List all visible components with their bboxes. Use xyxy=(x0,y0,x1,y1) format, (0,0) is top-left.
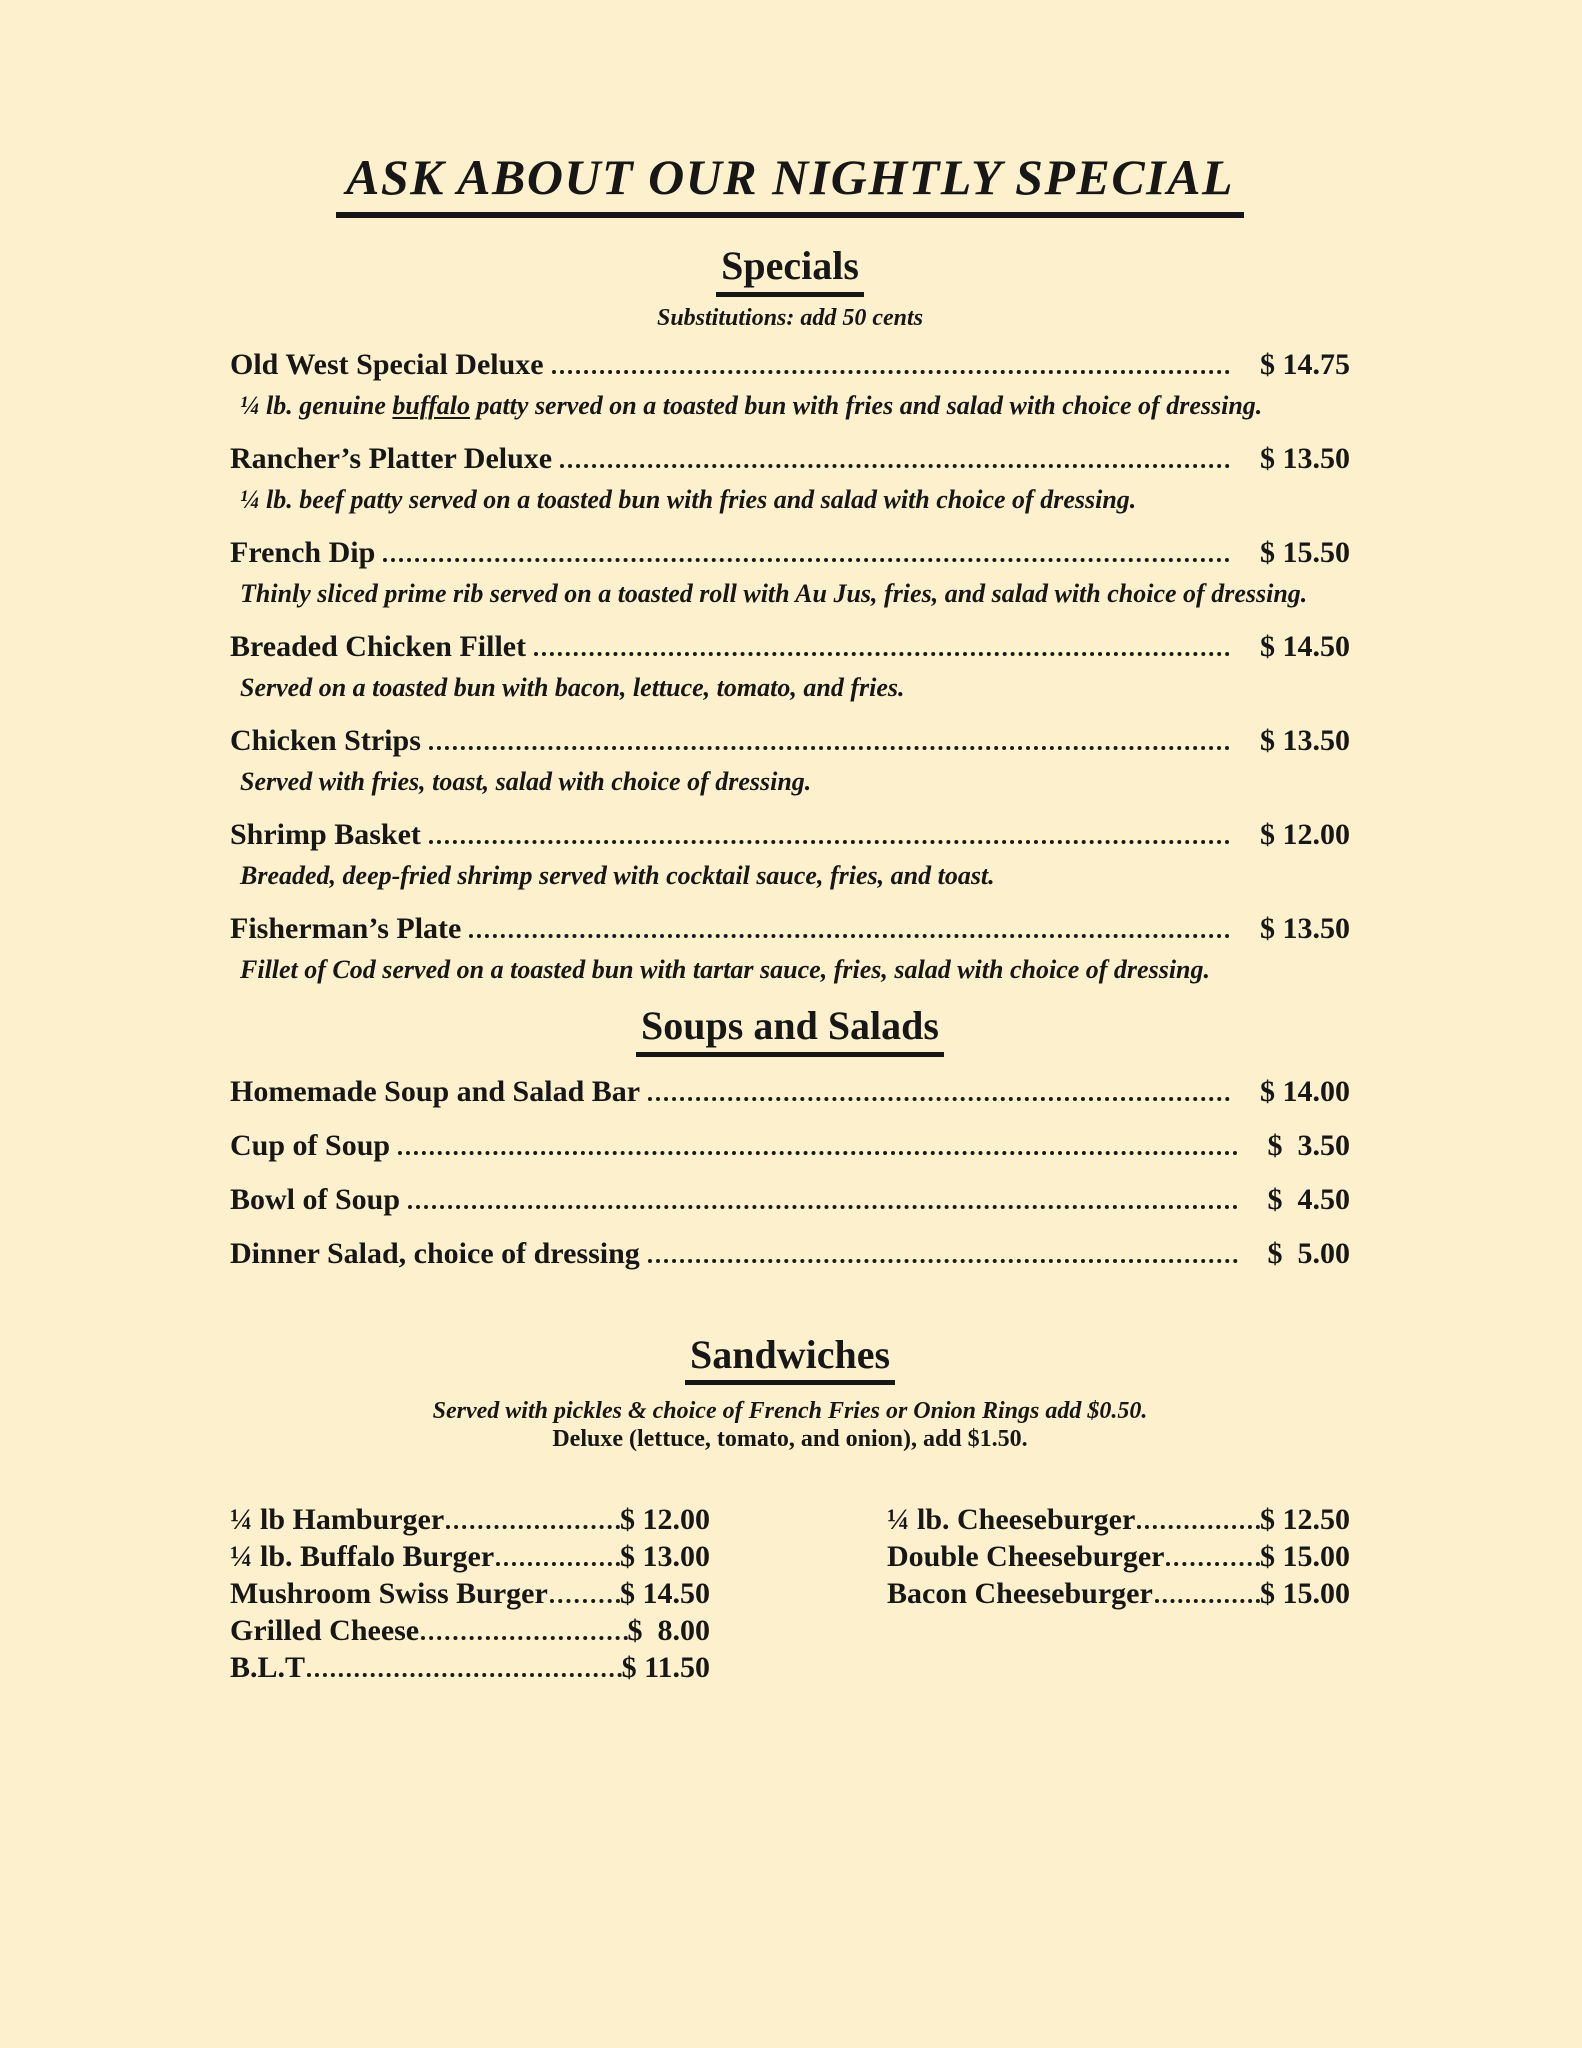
item-name: Breaded Chicken Fillet xyxy=(230,629,527,663)
page-title: ASK ABOUT OUR NIGHTLY SPECIAL xyxy=(336,150,1244,218)
menu-item-bowl-of-soup xyxy=(230,1181,1350,1219)
dot-leader xyxy=(560,464,1230,468)
item-name: B.L.T xyxy=(230,1651,306,1685)
menu-item-breaded-chicken-fillet xyxy=(230,628,1350,704)
specials-heading: Specials xyxy=(716,244,864,297)
item-description xyxy=(240,389,1350,422)
sandwiches-left-column xyxy=(230,1501,710,1686)
dot-leader xyxy=(1155,1599,1260,1603)
item-description: Served on a toasted bun with bacon, lettuce, tomato, and fries. xyxy=(240,672,905,702)
item-name: Chicken Strips xyxy=(230,723,421,757)
dot-leader xyxy=(648,1259,1238,1263)
menu-item-cheeseburger xyxy=(887,1501,1350,1538)
item-name: ¼ lb. Buffalo Burger xyxy=(230,1540,495,1574)
sandwiches-columns xyxy=(230,1501,1350,1686)
dot-leader xyxy=(469,934,1230,938)
item-description: Breaded, deep-fried shrimp served with cocktail sauce, fries, and toast. xyxy=(240,860,995,890)
item-price: $ 14.75 xyxy=(1260,347,1350,381)
soups-items xyxy=(230,1073,1350,1273)
menu-item-row xyxy=(230,628,1350,666)
menu-item-french-dip xyxy=(230,534,1350,610)
dot-leader xyxy=(550,1599,620,1603)
menu-item-grilled-cheese xyxy=(230,1612,710,1649)
specials-substitutions-note: Substitutions: add 50 cents xyxy=(656,304,924,331)
item-name: ¼ lb Hamburger xyxy=(230,1503,445,1537)
dot-leader xyxy=(446,1525,620,1529)
item-price: $ 13.00 xyxy=(620,1540,710,1574)
dot-leader xyxy=(421,1636,627,1640)
soups-and-salads-heading: Soups and Salads xyxy=(636,1004,944,1057)
dot-leader xyxy=(1137,1525,1260,1529)
item-price: $ 12.00 xyxy=(620,1503,710,1537)
sandwiches-heading: Sandwiches xyxy=(685,1333,895,1386)
menu-item-bacon-cheeseburger xyxy=(887,1575,1350,1612)
menu-item-homemade-soup-and-salad-bar xyxy=(230,1073,1350,1111)
description-text: patty served on a toasted bun with fries and salad with choice of dressing. xyxy=(469,390,1263,420)
item-description: Thinly sliced prime rib served on a toasted roll with Au Jus, fries, and salad with choice of dressing. xyxy=(240,578,1308,608)
section-sandwiches xyxy=(230,1333,1350,1687)
item-price: $ 13.50 xyxy=(1260,723,1350,757)
dot-leader xyxy=(496,1562,620,1566)
item-name: French Dip xyxy=(230,535,376,569)
menu-content xyxy=(230,150,1350,1686)
menu-item-dinner-salad xyxy=(230,1235,1350,1273)
item-name: Fisherman’s Plate xyxy=(230,911,462,945)
dot-leader xyxy=(648,1097,1230,1101)
menu-item-row xyxy=(230,440,1350,478)
menu-item-row xyxy=(230,816,1350,854)
item-price: $ 13.50 xyxy=(1260,911,1350,945)
menu-item-old-west-special-deluxe xyxy=(230,346,1350,422)
item-description: Served with fries, toast, salad with choice of dressing. xyxy=(240,766,812,796)
item-name: Grilled Cheese xyxy=(230,1614,420,1648)
menu-item-cup-of-soup xyxy=(230,1127,1350,1165)
item-price: $ 12.00 xyxy=(1260,817,1350,851)
menu-item-row xyxy=(230,722,1350,760)
description-text: ¼ lb. genuine xyxy=(240,390,393,420)
item-price: $ 14.50 xyxy=(620,1577,710,1611)
dot-leader xyxy=(307,1673,622,1677)
dot-leader xyxy=(429,840,1230,844)
item-name: Double Cheeseburger xyxy=(887,1540,1165,1574)
item-name: ¼ lb. Cheeseburger xyxy=(887,1503,1136,1537)
item-name: Dinner Salad, choice of dressing xyxy=(230,1236,640,1270)
item-price: $ 12.50 xyxy=(1260,1503,1350,1537)
dot-leader xyxy=(408,1205,1237,1209)
item-description: ¼ lb. beef patty served on a toasted bun with fries and salad with choice of dressing. xyxy=(240,484,1137,514)
dot-leader xyxy=(552,370,1230,374)
section-specials xyxy=(230,244,1350,986)
description-underlined-word: buffalo xyxy=(392,390,470,420)
sandwiches-note-line2: Deluxe (lettuce, tomato, and onion), add $1.50. xyxy=(552,1426,1028,1453)
item-price: $ 15.00 xyxy=(1260,1540,1350,1574)
sandwiches-heading-row xyxy=(230,1333,1350,1386)
menu-item-chicken-strips xyxy=(230,722,1350,798)
specials-heading-row xyxy=(230,244,1350,297)
item-name: Shrimp Basket xyxy=(230,817,421,851)
menu-item-shrimp-basket xyxy=(230,816,1350,892)
item-name: Homemade Soup and Salad Bar xyxy=(230,1074,641,1108)
item-price: $ 11.50 xyxy=(621,1651,710,1685)
menu-item-row xyxy=(230,910,1350,948)
title-row xyxy=(230,150,1350,218)
dot-leader xyxy=(398,1151,1237,1155)
section-soups-and-salads xyxy=(230,1004,1350,1273)
item-price: $ 8.00 xyxy=(627,1614,710,1648)
dot-leader xyxy=(383,558,1230,562)
menu-item-double-cheeseburger xyxy=(887,1538,1350,1575)
dot-leader xyxy=(534,652,1230,656)
menu-item-hamburger xyxy=(230,1501,710,1538)
item-name: Bacon Cheeseburger xyxy=(887,1577,1153,1611)
item-price: $ 3.50 xyxy=(1267,1128,1350,1162)
item-price: $ 13.50 xyxy=(1260,441,1350,475)
item-name: Cup of Soup xyxy=(230,1128,391,1162)
menu-item-mushroom-swiss-burger xyxy=(230,1575,710,1612)
menu-item-blt xyxy=(230,1649,710,1686)
menu-item-row xyxy=(230,346,1350,384)
menu-item-buffalo-burger xyxy=(230,1538,710,1575)
specials-items xyxy=(230,346,1350,986)
item-price: $ 15.50 xyxy=(1260,535,1350,569)
item-description: Fillet of Cod served on a toasted bun with tartar sauce, fries, salad with choice of dressing. xyxy=(240,954,1210,984)
sandwiches-right-column xyxy=(887,1501,1350,1686)
item-name: Bowl of Soup xyxy=(230,1182,401,1216)
item-name: Old West Special Deluxe xyxy=(230,347,544,381)
soups-heading-row xyxy=(230,1004,1350,1057)
menu-item-fishermans-plate xyxy=(230,910,1350,986)
item-price: $ 14.00 xyxy=(1260,1074,1350,1108)
dot-leader xyxy=(1166,1562,1260,1566)
item-price: $ 14.50 xyxy=(1260,629,1350,663)
item-name: Mushroom Swiss Burger xyxy=(230,1577,548,1611)
menu-item-row xyxy=(230,534,1350,572)
item-price: $ 5.00 xyxy=(1267,1236,1350,1270)
sandwiches-note-line1: Served with pickles & choice of French Fries or Onion Rings add $0.50. xyxy=(432,1398,1148,1425)
dot-leader xyxy=(429,746,1230,750)
item-price: $ 4.50 xyxy=(1267,1182,1350,1216)
menu-item-ranchers-platter-deluxe xyxy=(230,440,1350,516)
item-name: Rancher’s Platter Deluxe xyxy=(230,441,553,475)
item-price: $ 15.00 xyxy=(1260,1577,1350,1611)
